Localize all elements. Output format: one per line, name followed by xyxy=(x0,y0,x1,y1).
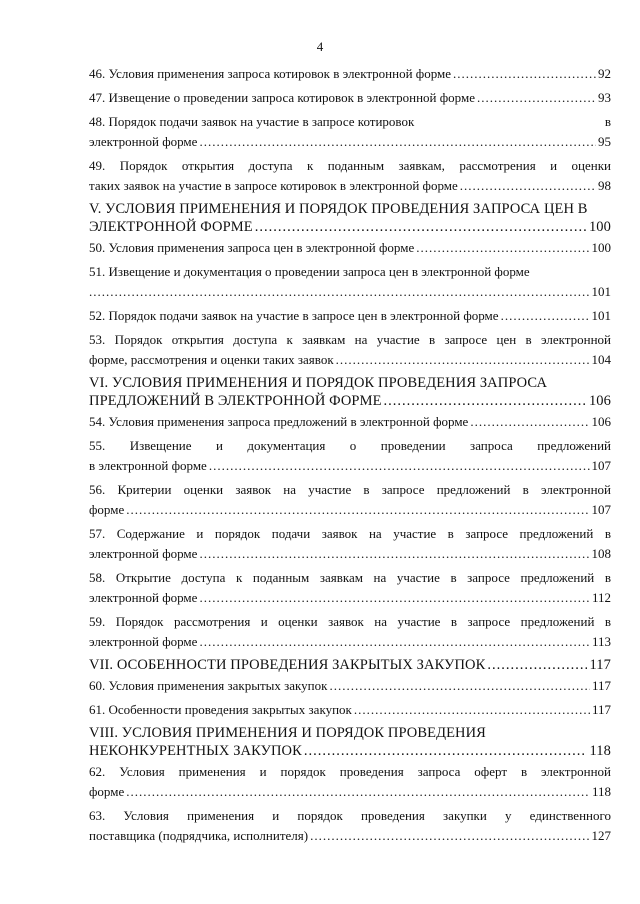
toc-entry-61[interactable] xyxy=(89,700,611,720)
toc-entry-page: 127 xyxy=(591,828,611,843)
toc-section-page: 118 xyxy=(589,743,611,759)
dot-leader xyxy=(501,306,590,326)
toc-entry-title-line1-end: в xyxy=(604,114,611,129)
toc-entry-47[interactable] xyxy=(89,88,611,108)
dot-leader xyxy=(255,218,587,236)
toc-entry-page: 93 xyxy=(598,90,611,105)
toc-entry-48[interactable] xyxy=(89,112,611,152)
toc-entry-title: 61. Особенности проведения закрытых закупок xyxy=(89,702,352,717)
toc-section-6[interactable] xyxy=(89,374,611,410)
toc-entry-page: 118 xyxy=(591,784,611,799)
toc-entry-page: 101 xyxy=(591,308,611,323)
dot-leader xyxy=(310,826,589,846)
toc-entry-title-line2: таких заявок на участие в запросе котировок в электронной форме xyxy=(89,178,458,193)
dot-leader xyxy=(329,676,590,696)
toc-entry-title-line1: 62. Условия применения и порядок проведения запроса оферт в электронной xyxy=(89,764,611,779)
toc-section-title-line2: НЕКОНКУРЕНТНЫХ ЗАКУПОК xyxy=(89,743,302,759)
toc-entry-title-line1: 59. Порядок рассмотрения и оценки заявок на участие в запросе предложений в xyxy=(89,614,611,629)
dot-leader xyxy=(453,64,596,84)
toc-entry-page: 101 xyxy=(591,284,611,299)
toc-entry-57[interactable] xyxy=(89,524,611,564)
toc-entry-title-line1: 49. Порядок открытия доступа к поданным заявкам, рассмотрения и оценки xyxy=(89,158,611,173)
toc-section-page: 106 xyxy=(588,393,611,409)
dot-leader xyxy=(199,132,596,152)
toc-entry-50[interactable] xyxy=(89,238,611,258)
toc-entry-title-line2: электронной форме xyxy=(89,134,198,149)
table-of-contents xyxy=(89,64,611,850)
toc-entry-page: 117 xyxy=(591,678,611,693)
toc-section-title-line1: V. УСЛОВИЯ ПРИМЕНЕНИЯ И ПОРЯДОК ПРОВЕДЕНИЯ ЗАПРОСА ЦЕН В xyxy=(89,201,588,217)
toc-section-5[interactable] xyxy=(89,200,611,236)
toc-entry-title: 46. Условия применения запроса котировок в электронной форме xyxy=(89,66,452,81)
dot-leader xyxy=(470,412,589,432)
toc-entry-title-line2: форме xyxy=(89,502,125,517)
toc-entry-58[interactable] xyxy=(89,568,611,608)
toc-entry-51[interactable] xyxy=(89,262,611,302)
dot-leader xyxy=(416,238,589,258)
toc-section-title-line2: ЭЛЕКТРОННОЙ ФОРМЕ xyxy=(89,219,253,235)
toc-entry-title-line1: 58. Открытие доступа к поданным заявкам на участие в запросе предложений в xyxy=(89,570,611,585)
toc-entry-title-line2: электронной форме xyxy=(89,590,198,605)
toc-entry-title-line2: поставщика (подрядчика, исполнителя) xyxy=(89,828,309,843)
toc-section-title: VII. ОСОБЕННОСТИ ПРОВЕДЕНИЯ ЗАКРЫТЫХ ЗАКУПОК xyxy=(89,657,486,673)
dot-leader xyxy=(304,742,588,760)
toc-entry-page: 104 xyxy=(591,352,611,367)
dot-leader xyxy=(354,700,590,720)
toc-entry-60[interactable] xyxy=(89,676,611,696)
toc-entry-title-line1: 48. Порядок подачи заявок на участие в запросе котировок xyxy=(89,114,415,129)
dot-leader xyxy=(126,782,590,802)
dot-leader xyxy=(209,456,590,476)
toc-entry-page: 112 xyxy=(591,590,611,605)
toc-entry-59[interactable] xyxy=(89,612,611,652)
toc-entry-63[interactable] xyxy=(89,806,611,846)
toc-entry-54[interactable] xyxy=(89,412,611,432)
dot-leader xyxy=(384,392,587,410)
dot-leader xyxy=(477,88,596,108)
toc-entry-46[interactable] xyxy=(89,64,611,84)
toc-entry-page: 92 xyxy=(598,66,611,81)
toc-entry-title-line1: 56. Критерии оценки заявок на участие в запросе предложений в электронной xyxy=(89,482,611,497)
toc-entry-62[interactable] xyxy=(89,762,611,802)
toc-entry-title-line2: электронной форме xyxy=(89,546,198,561)
toc-entry-page: 98 xyxy=(598,178,611,193)
page-number: 4 xyxy=(316,39,324,54)
toc-section-page: 100 xyxy=(588,219,611,235)
toc-section-title-line1: VI. УСЛОВИЯ ПРИМЕНЕНИЯ И ПОРЯДОК ПРОВЕДЕНИЯ ЗАПРОСА xyxy=(89,375,548,391)
toc-entry-53[interactable] xyxy=(89,330,611,370)
toc-entry-title-line1: 51. Извещение и документация о проведении запроса цен в электронной форме xyxy=(89,264,530,279)
toc-entry-49[interactable] xyxy=(89,156,611,196)
dot-leader xyxy=(487,656,587,674)
toc-entry-page: 107 xyxy=(591,502,611,517)
toc-entry-title-line1: 63. Условия применения и порядок проведения закупки у единственного xyxy=(89,808,611,823)
dot-leader xyxy=(336,350,590,370)
dot-leader xyxy=(126,500,589,520)
toc-entry-title-line1: 57. Содержание и порядок подачи заявок на участие в запросе предложений в xyxy=(89,526,611,541)
toc-entry-page: 100 xyxy=(591,240,611,255)
toc-entry-52[interactable] xyxy=(89,306,611,326)
toc-entry-title-line2: форме xyxy=(89,784,125,799)
toc-entry-page: 108 xyxy=(591,546,611,561)
dot-leader xyxy=(89,282,590,302)
toc-entry-title-line2: в электронной форме xyxy=(89,458,207,473)
toc-entry-55[interactable] xyxy=(89,436,611,476)
toc-entry-56[interactable] xyxy=(89,480,611,520)
toc-entry-page: 113 xyxy=(591,634,611,649)
dot-leader xyxy=(199,544,589,564)
dot-leader xyxy=(460,176,596,196)
toc-entry-page: 117 xyxy=(591,702,611,717)
toc-entry-title: 50. Условия применения запроса цен в электронной форме xyxy=(89,240,415,255)
toc-entry-title: 54. Условия применения запроса предложений в электронной форме xyxy=(89,414,469,429)
toc-section-7[interactable] xyxy=(89,656,611,674)
dot-leader xyxy=(199,588,590,608)
toc-entry-title-line2: электронной форме xyxy=(89,634,198,649)
toc-entry-title: 60. Условия применения закрытых закупок xyxy=(89,678,328,693)
toc-entry-title-line2: форме, рассмотрения и оценки таких заявок xyxy=(89,352,334,367)
toc-entry-title: 47. Извещение о проведении запроса котировок в электронной форме xyxy=(89,90,475,105)
toc-entry-title-line1: 53. Порядок открытия доступа к заявкам на участие в запросе цен в электронной xyxy=(89,332,611,347)
toc-entry-page: 95 xyxy=(598,134,611,149)
dot-leader xyxy=(199,632,590,652)
toc-entry-title: 52. Порядок подачи заявок на участие в запросе цен в электронной форме xyxy=(89,308,499,323)
toc-entry-title-line1: 55. Извещение и документация о проведении запроса предложений xyxy=(89,438,611,453)
toc-section-page: 117 xyxy=(589,657,611,673)
toc-section-8[interactable] xyxy=(89,724,611,760)
toc-section-title-line2: ПРЕДЛОЖЕНИЙ В ЭЛЕКТРОННОЙ ФОРМЕ xyxy=(89,393,382,409)
toc-entry-page: 107 xyxy=(591,458,611,473)
toc-entry-page: 106 xyxy=(591,414,611,429)
toc-section-title-line1: VIII. УСЛОВИЯ ПРИМЕНЕНИЯ И ПОРЯДОК ПРОВЕДЕНИЯ xyxy=(89,725,486,741)
